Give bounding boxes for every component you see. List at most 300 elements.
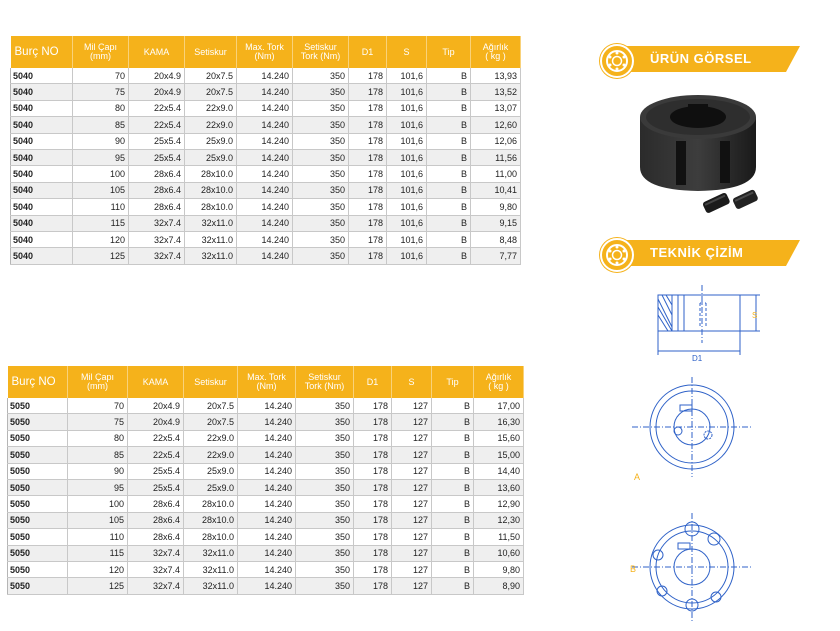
table-cell: 5050 — [8, 561, 68, 577]
table-cell: 11,00 — [471, 166, 521, 182]
column-header: Mil Çapı (mm) — [68, 366, 128, 398]
table-cell: 5040 — [11, 199, 73, 215]
table-cell: 13,60 — [474, 479, 524, 495]
table-cell: 350 — [293, 68, 349, 84]
table-cell: 32x11.0 — [184, 578, 238, 594]
table-cell: 5050 — [8, 496, 68, 512]
table-cell: 8,48 — [471, 231, 521, 247]
table-cell: 12,06 — [471, 133, 521, 149]
table-cell: B — [427, 248, 471, 264]
table-cell: 105 — [68, 512, 128, 528]
table-cell: B — [432, 512, 474, 528]
table-cell: B — [427, 149, 471, 165]
table-cell: 101,6 — [387, 100, 427, 116]
column-header: Mil Çapı (mm) — [73, 36, 129, 68]
table-cell: 350 — [293, 215, 349, 231]
table-cell: 32x11.0 — [185, 215, 237, 231]
table-cell: B — [432, 561, 474, 577]
technical-drawing-ribbon — [600, 238, 800, 268]
table-cell: 178 — [354, 545, 392, 561]
table-cell: 75 — [68, 414, 128, 430]
table-cell: 5050 — [8, 512, 68, 528]
table-cell: 178 — [349, 215, 387, 231]
table-cell: 5040 — [11, 231, 73, 247]
table-cell: 14.240 — [237, 84, 293, 100]
table-cell: 5050 — [8, 545, 68, 561]
table-cell: 127 — [392, 430, 432, 446]
table-cell: 350 — [296, 414, 354, 430]
table-cell: 350 — [293, 231, 349, 247]
table-row — [8, 463, 524, 479]
bearing-icon — [600, 44, 634, 78]
column-header: Ağırlık ( kg ) — [471, 36, 521, 68]
table-cell: 127 — [392, 463, 432, 479]
table-cell: 127 — [392, 496, 432, 512]
table-cell: 127 — [392, 561, 432, 577]
table-row — [11, 231, 521, 247]
table-cell: 32x11.0 — [184, 561, 238, 577]
table-cell: 350 — [293, 149, 349, 165]
technical-drawing — [628, 285, 778, 625]
table-header — [11, 36, 521, 68]
table-cell: 125 — [73, 248, 129, 264]
table-cell: 5040 — [11, 215, 73, 231]
table-cell: 178 — [349, 100, 387, 116]
table-cell: 101,6 — [387, 68, 427, 84]
table-cell: 14.240 — [237, 215, 293, 231]
table-cell: B — [427, 68, 471, 84]
table-cell: 5040 — [11, 248, 73, 264]
table-cell: B — [427, 84, 471, 100]
table-row — [8, 414, 524, 430]
table-cell: 14.240 — [238, 561, 296, 577]
table-cell: 14.240 — [238, 414, 296, 430]
table-row — [11, 68, 521, 84]
table-cell: 178 — [354, 578, 392, 594]
table-row — [11, 84, 521, 100]
section-title: ÜRÜN GÖRSEL — [650, 51, 752, 66]
table-cell: 25x5.4 — [128, 479, 184, 495]
table-cell: B — [432, 529, 474, 545]
table-row — [11, 215, 521, 231]
table-cell: 350 — [293, 117, 349, 133]
table-cell: 70 — [68, 398, 128, 414]
table-cell: 178 — [349, 166, 387, 182]
table-cell: 20x7.5 — [185, 84, 237, 100]
table-cell: 28x6.4 — [128, 512, 184, 528]
table-cell: 14.240 — [238, 496, 296, 512]
table-cell: 101,6 — [387, 231, 427, 247]
spec-table-5040 — [10, 36, 521, 265]
table-cell: 10,41 — [471, 182, 521, 198]
table-cell: 5050 — [8, 479, 68, 495]
table-cell: 12,30 — [474, 512, 524, 528]
table-cell: 178 — [349, 133, 387, 149]
table-cell: B — [427, 133, 471, 149]
table-cell: 350 — [296, 529, 354, 545]
table-cell: 32x11.0 — [185, 231, 237, 247]
table-cell: 178 — [354, 430, 392, 446]
table-cell: 32x7.4 — [128, 578, 184, 594]
table-cell: 178 — [349, 149, 387, 165]
table-row — [11, 100, 521, 116]
table-cell: 14.240 — [237, 182, 293, 198]
table-cell: 90 — [68, 463, 128, 479]
table-body — [11, 68, 521, 264]
table-cell: 28x10.0 — [185, 166, 237, 182]
table-cell: 127 — [392, 414, 432, 430]
table-cell: 101,6 — [387, 182, 427, 198]
table-cell: B — [427, 199, 471, 215]
table-cell: B — [427, 100, 471, 116]
table-cell: 178 — [349, 68, 387, 84]
table-cell: 127 — [392, 447, 432, 463]
table-cell: 101,6 — [387, 199, 427, 215]
table-cell: 20x7.5 — [185, 68, 237, 84]
table-cell: 5050 — [8, 578, 68, 594]
table-cell: 20x4.9 — [129, 68, 185, 84]
table-cell: 14.240 — [237, 199, 293, 215]
table-row — [8, 512, 524, 528]
table-cell: 125 — [68, 578, 128, 594]
table-cell: 350 — [293, 199, 349, 215]
table-cell: 22x5.4 — [129, 100, 185, 116]
table-cell: 5050 — [8, 529, 68, 545]
table-cell: 178 — [354, 447, 392, 463]
table-cell: 28x10.0 — [184, 496, 238, 512]
table-cell: 14.240 — [237, 100, 293, 116]
table-cell: 20x7.5 — [184, 414, 238, 430]
table-cell: 5050 — [8, 398, 68, 414]
column-header: Setiskur Tork (Nm) — [296, 366, 354, 398]
table-row — [8, 447, 524, 463]
table-cell: 20x4.9 — [128, 398, 184, 414]
table-row — [8, 430, 524, 446]
table-row — [8, 578, 524, 594]
table-cell: 14,40 — [474, 463, 524, 479]
table-cell: 13,07 — [471, 100, 521, 116]
table-cell: 32x7.4 — [128, 545, 184, 561]
table-cell: 127 — [392, 479, 432, 495]
column-header: D1 — [349, 36, 387, 68]
table-cell: 5040 — [11, 68, 73, 84]
table-cell: 15,60 — [474, 430, 524, 446]
column-header: Max. Tork (Nm) — [238, 366, 296, 398]
table-cell: 22x9.0 — [185, 100, 237, 116]
table-row — [11, 199, 521, 215]
column-header: Tip — [432, 366, 474, 398]
table-cell: B — [427, 215, 471, 231]
table-cell: 178 — [354, 512, 392, 528]
table-cell: 14.240 — [237, 248, 293, 264]
table-cell: B — [432, 479, 474, 495]
table-cell: 350 — [296, 430, 354, 446]
table-cell: 350 — [293, 100, 349, 116]
table-cell: 5050 — [8, 414, 68, 430]
table-cell: 101,6 — [387, 215, 427, 231]
table-row — [11, 117, 521, 133]
table-cell: 100 — [68, 496, 128, 512]
table-cell: 350 — [293, 248, 349, 264]
table-cell: 20x4.9 — [128, 414, 184, 430]
table-cell: B — [432, 578, 474, 594]
table-row — [8, 545, 524, 561]
table-cell: 22x5.4 — [128, 430, 184, 446]
table-cell: 5040 — [11, 100, 73, 116]
table-cell: 14.240 — [238, 479, 296, 495]
column-header: Setiskur — [184, 366, 238, 398]
column-header: Max. Tork (Nm) — [237, 36, 293, 68]
table-cell: 350 — [296, 447, 354, 463]
table-cell: 16,30 — [474, 414, 524, 430]
table-cell: 350 — [296, 578, 354, 594]
table-cell: B — [432, 463, 474, 479]
table-cell: 178 — [349, 84, 387, 100]
table-cell: 11,56 — [471, 149, 521, 165]
table-cell: 14.240 — [237, 166, 293, 182]
table-cell: 350 — [296, 496, 354, 512]
table-cell: B — [432, 414, 474, 430]
table-cell: 350 — [296, 512, 354, 528]
product-image-ribbon — [600, 44, 800, 74]
table-cell: 95 — [68, 479, 128, 495]
table-cell: 127 — [392, 529, 432, 545]
table-cell: 5050 — [8, 430, 68, 446]
table-cell: 178 — [354, 561, 392, 577]
table-cell: 25x5.4 — [128, 463, 184, 479]
table-cell: 5050 — [8, 463, 68, 479]
table-cell: 28x6.4 — [129, 199, 185, 215]
table-header — [8, 366, 524, 398]
table-cell: 127 — [392, 512, 432, 528]
table-cell: 14.240 — [238, 529, 296, 545]
table-cell: 9,15 — [471, 215, 521, 231]
column-header: KAMA — [129, 36, 185, 68]
table-cell: 5050 — [8, 447, 68, 463]
table-cell: 178 — [354, 398, 392, 414]
column-header: Setiskur — [185, 36, 237, 68]
table-cell: 178 — [354, 463, 392, 479]
table-cell: 350 — [296, 463, 354, 479]
table-cell: 178 — [349, 248, 387, 264]
table-row — [11, 133, 521, 149]
table-cell: 25x5.4 — [129, 133, 185, 149]
table-cell: 85 — [73, 117, 129, 133]
table-cell: 70 — [73, 68, 129, 84]
table-body — [8, 398, 524, 594]
table-cell: 14.240 — [238, 578, 296, 594]
table-cell: 22x9.0 — [184, 430, 238, 446]
table-row — [8, 561, 524, 577]
table-row — [11, 248, 521, 264]
section-title: TEKNİK ÇİZİM — [650, 245, 744, 260]
table-cell: 101,6 — [387, 248, 427, 264]
table-cell: 28x10.0 — [184, 512, 238, 528]
table-cell: 14.240 — [238, 447, 296, 463]
table-cell: 32x7.4 — [129, 215, 185, 231]
table-cell: 110 — [68, 529, 128, 545]
column-header: Burç NO — [11, 36, 73, 68]
table-cell: B — [432, 496, 474, 512]
table-cell: 100 — [73, 166, 129, 182]
table-cell: 22x9.0 — [185, 117, 237, 133]
table-cell: 5040 — [11, 133, 73, 149]
table-cell: 12,90 — [474, 496, 524, 512]
table-cell: 14.240 — [237, 117, 293, 133]
table-cell: 32x7.4 — [129, 231, 185, 247]
table-cell: 28x10.0 — [184, 529, 238, 545]
table-cell: 25x9.0 — [185, 133, 237, 149]
table-row — [8, 479, 524, 495]
table-row — [8, 529, 524, 545]
table-cell: 28x6.4 — [128, 529, 184, 545]
table-cell: 22x9.0 — [184, 447, 238, 463]
table-cell: 14.240 — [237, 149, 293, 165]
table-cell: 14.240 — [238, 545, 296, 561]
table-cell: 28x6.4 — [128, 496, 184, 512]
table-cell: 5040 — [11, 117, 73, 133]
table-cell: B — [432, 398, 474, 414]
table-cell: 25x9.0 — [184, 479, 238, 495]
table-cell: 101,6 — [387, 117, 427, 133]
table-cell: 5040 — [11, 182, 73, 198]
table-cell: 14.240 — [237, 68, 293, 84]
column-header: Setiskur Tork (Nm) — [293, 36, 349, 68]
table-cell: 101,6 — [387, 133, 427, 149]
table-cell: 25x9.0 — [184, 463, 238, 479]
column-header: S — [392, 366, 432, 398]
table-cell: 14.240 — [238, 463, 296, 479]
table-cell: 178 — [349, 182, 387, 198]
table-cell: B — [427, 182, 471, 198]
table-cell: 15,00 — [474, 447, 524, 463]
table-row — [8, 398, 524, 414]
table-cell: 14.240 — [238, 398, 296, 414]
table-cell: 85 — [68, 447, 128, 463]
table-cell: 350 — [296, 561, 354, 577]
dimension-s-label: S — [752, 311, 758, 320]
column-header: D1 — [354, 366, 392, 398]
column-header: Burç NO — [8, 366, 68, 398]
table-cell: 178 — [354, 414, 392, 430]
table-cell: 127 — [392, 578, 432, 594]
table-cell: 350 — [293, 84, 349, 100]
table-cell: 178 — [349, 199, 387, 215]
table-cell: 127 — [392, 398, 432, 414]
table-cell: 178 — [354, 529, 392, 545]
table-cell: 101,6 — [387, 84, 427, 100]
table-cell: 28x6.4 — [129, 182, 185, 198]
table-cell: 14.240 — [237, 231, 293, 247]
table-cell: 5040 — [11, 166, 73, 182]
table-cell: B — [427, 166, 471, 182]
table-cell: B — [427, 117, 471, 133]
table-cell: 17,00 — [474, 398, 524, 414]
table-cell: 178 — [354, 479, 392, 495]
table-cell: 80 — [73, 100, 129, 116]
table-cell: 95 — [73, 149, 129, 165]
table-cell: 28x6.4 — [129, 166, 185, 182]
table-cell: 20x4.9 — [129, 84, 185, 100]
table-cell: 14.240 — [237, 133, 293, 149]
column-header: KAMA — [128, 366, 184, 398]
table-cell: 127 — [392, 545, 432, 561]
dimension-d1-label: D1 — [692, 354, 703, 363]
table-cell: 101,6 — [387, 149, 427, 165]
table-cell: 120 — [68, 561, 128, 577]
column-header: Ağırlık ( kg ) — [474, 366, 524, 398]
table-cell: 350 — [293, 182, 349, 198]
table-row — [11, 149, 521, 165]
table-cell: 22x5.4 — [128, 447, 184, 463]
table-cell: 22x5.4 — [129, 117, 185, 133]
table-row — [11, 182, 521, 198]
table-cell: 178 — [349, 117, 387, 133]
table-cell: 20x7.5 — [184, 398, 238, 414]
table-cell: 25x5.4 — [129, 149, 185, 165]
table-cell: 5040 — [11, 84, 73, 100]
table-cell: 14.240 — [238, 512, 296, 528]
table-cell: 75 — [73, 84, 129, 100]
view-a-label: A — [634, 472, 641, 482]
table-cell: 28x10.0 — [185, 199, 237, 215]
table-cell: 115 — [68, 545, 128, 561]
table-cell: 120 — [73, 231, 129, 247]
table-cell: 115 — [73, 215, 129, 231]
table-cell: 11,50 — [474, 529, 524, 545]
table-cell: 32x11.0 — [184, 545, 238, 561]
column-header: Tip — [427, 36, 471, 68]
table-cell: 8,90 — [474, 578, 524, 594]
table-cell: 350 — [296, 398, 354, 414]
view-b-label: B — [630, 564, 637, 574]
table-cell: 90 — [73, 133, 129, 149]
table-cell: B — [432, 447, 474, 463]
table-cell: 10,60 — [474, 545, 524, 561]
table-cell: 14.240 — [238, 430, 296, 446]
table-cell: 350 — [296, 545, 354, 561]
table-cell: 178 — [349, 231, 387, 247]
table-cell: 9,80 — [474, 561, 524, 577]
table-cell: 13,52 — [471, 84, 521, 100]
table-cell: 350 — [293, 166, 349, 182]
table-cell: 25x9.0 — [185, 149, 237, 165]
table-cell: 32x11.0 — [185, 248, 237, 264]
table-cell: 80 — [68, 430, 128, 446]
table-cell: 178 — [354, 496, 392, 512]
table-cell: 7,77 — [471, 248, 521, 264]
table-row — [8, 496, 524, 512]
spec-table-5050 — [7, 366, 524, 595]
table-cell: 28x10.0 — [185, 182, 237, 198]
taper-bush-image — [632, 95, 772, 235]
table-cell: 350 — [296, 479, 354, 495]
table-cell: B — [432, 545, 474, 561]
column-header: S — [387, 36, 427, 68]
table-cell: 350 — [293, 133, 349, 149]
table-cell: B — [432, 430, 474, 446]
table-cell: 101,6 — [387, 166, 427, 182]
table-cell: B — [427, 231, 471, 247]
table-cell: 32x7.4 — [129, 248, 185, 264]
table-cell: 12,60 — [471, 117, 521, 133]
table-cell: 110 — [73, 199, 129, 215]
table-cell: 32x7.4 — [128, 561, 184, 577]
table-cell: 13,93 — [471, 68, 521, 84]
table-cell: 105 — [73, 182, 129, 198]
table-cell: 5040 — [11, 149, 73, 165]
table-row — [11, 166, 521, 182]
